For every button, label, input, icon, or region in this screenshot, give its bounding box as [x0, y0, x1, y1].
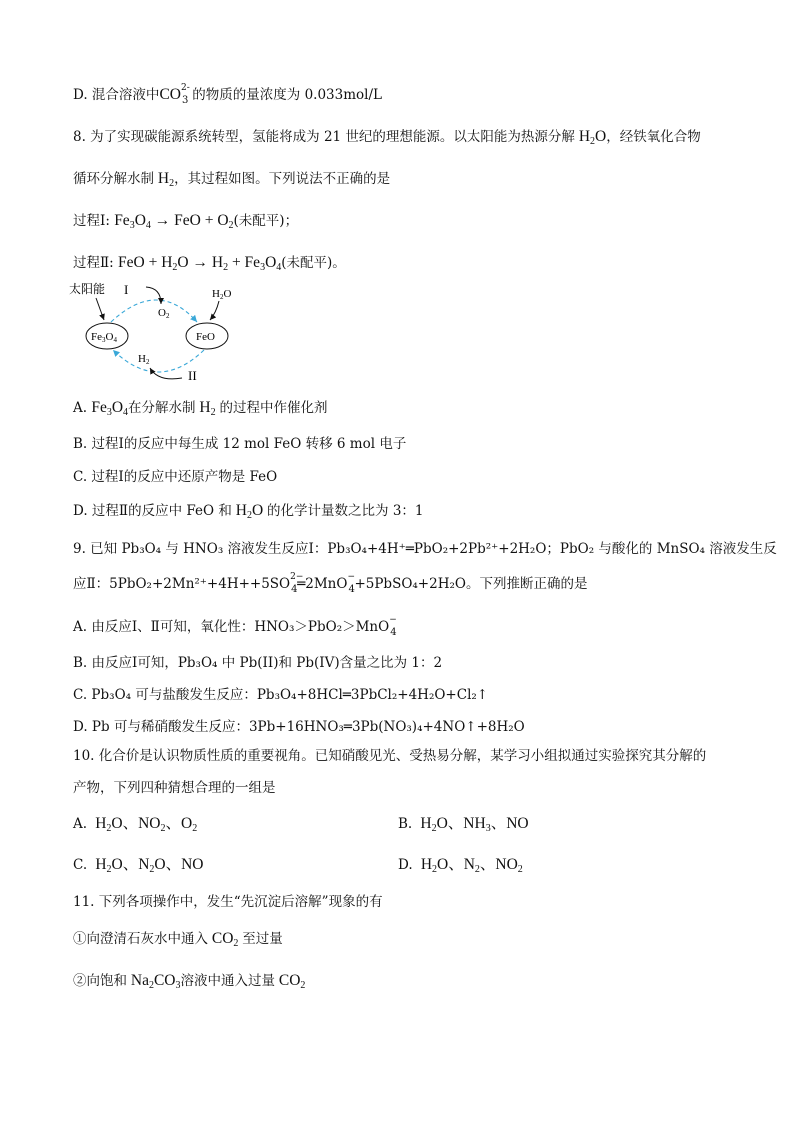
q8-option-c: C. 过程Ⅰ的反应中还原产物是 FeO	[73, 469, 278, 485]
q8-stem-line2: 循环分解水制 $H_2$，其过程如图。下列说法不正确的是	[73, 170, 391, 189]
o2-label: O2	[158, 307, 170, 320]
q10-option-c: C. $H_2O$、$N_2O$、NO	[73, 856, 204, 875]
h2-label: H2	[138, 353, 150, 366]
q8-stem-line1: 8. 为了实现碳能源系统转型，氢能将成为 21 世纪的理想能源。以太阳能为热源分解 $H_2O$，经铁氧化合物	[73, 128, 701, 147]
formula-co3: CO	[159, 86, 181, 103]
process1-arrow	[111, 300, 197, 322]
q10-option-a: A. $H_2O$、$NO_2$、$O_2$	[73, 815, 198, 834]
q11-item-2: ②向饱和 $Na_2CO_3$溶液中通入过量 $CO_2$	[73, 972, 306, 991]
q10-option-d: D. $H_2O$、$N_2$、$NO_2$	[398, 856, 523, 875]
h2o-arrow	[210, 301, 219, 320]
h2-arrow	[150, 368, 182, 379]
sun-arrow	[96, 298, 104, 320]
q10-option-b: B. $H_2O$、$NH_3$、NO	[398, 815, 529, 834]
q8-process2: 过程Ⅱ: FeO + $H_2O \to H_2 + Fe_3O_4$(未配平)。	[73, 254, 346, 273]
step1-label: I	[124, 282, 129, 297]
step2-label: II	[188, 368, 197, 383]
formula-h2: $H_2$	[154, 170, 175, 189]
q8-option-b: B. 过程Ⅰ的反应中每生成 12 mol FeO 转移 6 mol 电子	[73, 436, 407, 452]
h2o-label: H2O	[212, 288, 232, 301]
formula-process2: FeO + $H_2O \to H_2 + Fe_3O_4$	[118, 254, 282, 273]
q9-option-c: C. Pb₃O₄ 可与盐酸发生反应：Pb₃O₄+8HCl═3PbCl₂+4H₂O+Cl₂↑	[73, 687, 489, 703]
q10-stem-line1: 10. 化合价是认识物质性质的重要视角。已知硝酸见光、受热易分解，某学习小组拟通过实验探究其分解的	[73, 748, 707, 764]
formula-process1: $Fe_3O_4$ → FeO + $O_2$	[114, 212, 234, 231]
q8-process1: 过程Ⅰ: $Fe_3O_4$ → FeO + $O_2$(未配平)；	[73, 212, 299, 231]
q9-stem-line2: 应Ⅱ：5PbO₂+2Mn²⁺+4H++5SO 2− 4 ═2MnO − 4 +5PbSO₄+2H₂O。下列推断正确的是	[73, 571, 588, 595]
q9-option-d: D. Pb 可与稀硝酸发生反应：3Pb+16HNO₃═3Pb(NO₃)₄+4NO↑+8H₂O	[73, 719, 525, 735]
water-splitting-cycle-diagram	[66, 280, 266, 385]
q9-stem-line1: 9. 已知 Pb₃O₄ 与 HNO₃ 溶液发生反应Ⅰ：Pb₃O₄+4H⁺═PbO₂+2Pb²⁺+2H₂O；PbO₂ 与酸化的 MnSO₄ 溶液发生反	[73, 541, 777, 557]
q8-option-d: D. 过程Ⅱ的反应中 FeO 和 $H_2O$ 的化学计量数之比为 3：1	[73, 502, 424, 521]
q11-item-1: ①向澄清石灰水中通入 $CO_2$ 至过量	[73, 930, 283, 949]
sun-energy-label: 太阳能	[69, 282, 106, 296]
formula-h2o: $H_2O$	[574, 128, 607, 147]
q11-stem: 11. 下列各项操作中，发生“先沉淀后溶解”现象的有	[73, 894, 383, 910]
q8-option-a: A. $Fe_3O_4$在分解水制 $H_2$ 的过程中作催化剂	[73, 399, 328, 418]
q9-option-a: A. 由反应Ⅰ、Ⅱ可知，氧化性：HNO₃＞PbO₂＞MnO − 4	[73, 614, 397, 638]
fe3o4-label: Fe3O4	[91, 331, 117, 344]
q10-stem-line2: 产物，下列四种猜想合理的一组是	[73, 780, 276, 796]
q9-option-b: B. 由反应Ⅰ可知，Pb₃O₄ 中 Pb(II)和 Pb(IV)含量之比为 1：2	[73, 655, 443, 671]
feo-label: FeO	[196, 331, 215, 343]
o2-arrow	[146, 287, 161, 304]
q7-option-d: D. 混合溶液中CO 2- 3 的物质的量浓度为 0.033mol/L	[73, 82, 382, 106]
